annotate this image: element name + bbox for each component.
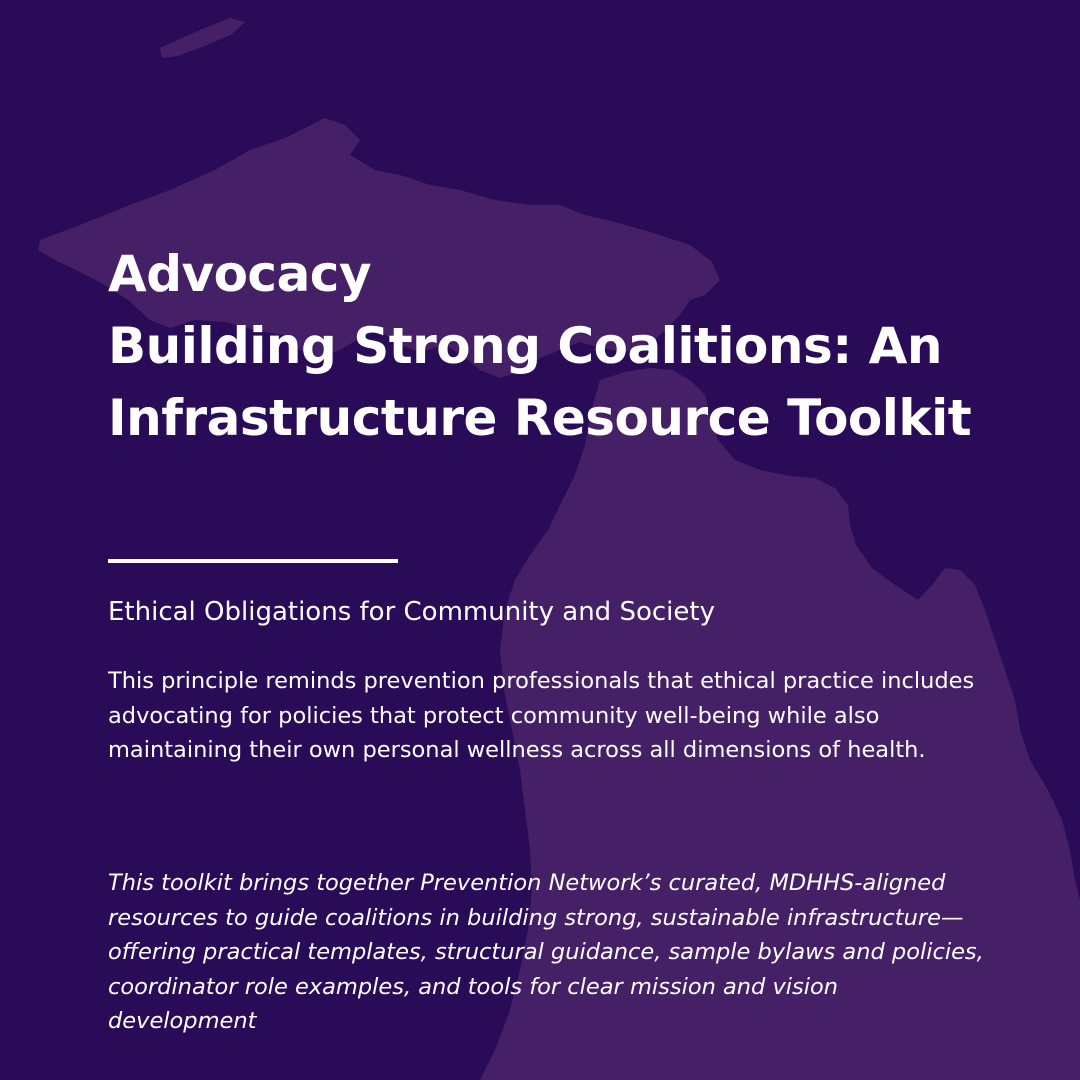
title-block bbox=[108, 238, 1008, 454]
section-subtitle: Ethical Obligations for Community and Society bbox=[108, 597, 715, 627]
title-line-3: Infrastructure Resource Toolkit bbox=[108, 389, 972, 447]
isle-royale-shape bbox=[160, 18, 245, 58]
title-line-2: Building Strong Coalitions: An bbox=[108, 317, 942, 375]
page-title bbox=[108, 238, 1008, 454]
title-line-category: Advocacy bbox=[108, 245, 372, 303]
principle-description: This principle reminds prevention professionals that ethical practice includes advocating for policies that protect community well-being while also maintaining their own personal wellness across all dimensions of health. bbox=[108, 668, 975, 763]
toolkit-description: This toolkit brings together Prevention Network’s curated, MDHHS-aligned resources to guide coalitions in building strong, sustainable infrastructure—offering practical templates, structural guidance, sample bylaws and policies, coordinator role examples, and tools for clear mission and vision development bbox=[108, 870, 984, 1034]
title-divider bbox=[108, 559, 398, 563]
